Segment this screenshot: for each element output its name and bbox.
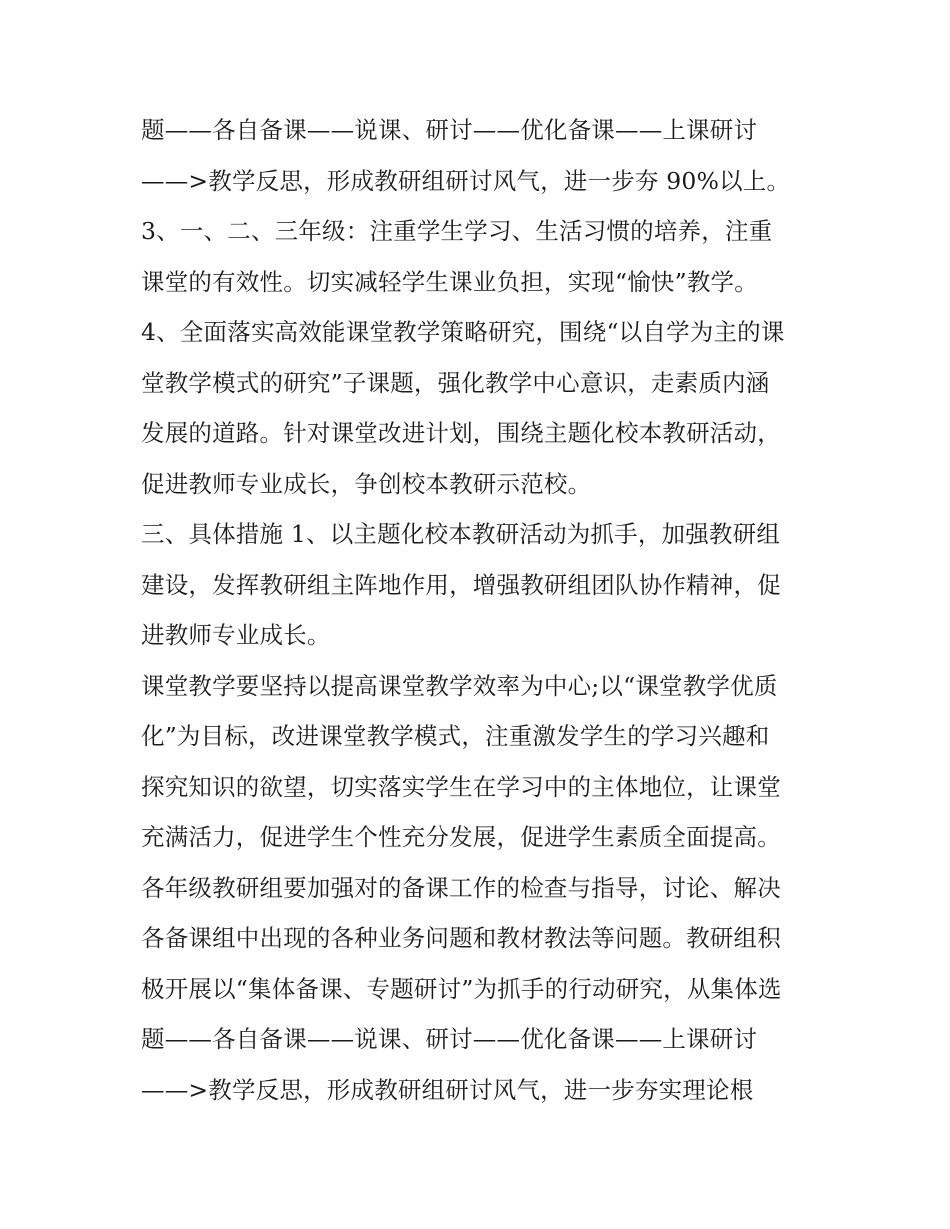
- text-line: ——>教学反思，形成教研组研讨风气，进一步夯 90%以上。: [141, 166, 791, 195]
- text-line: 充满活力，促进学生个性充分发展，促进学生素质全面提高。: [141, 823, 781, 851]
- text-line: 化”为目标，改进课堂教学模式，注重激发学生的学习兴趣和: [141, 722, 770, 750]
- text-line: 3、一、二、三年级：注重学生学习、生活习惯的培养，注重: [141, 217, 773, 245]
- text-line: 发展的道路。针对课堂改进计划，围绕主题化校本教研活动，: [141, 419, 781, 447]
- text-line: 4、全面落实高效能课堂教学策略研究，围绕“以自学为主的课: [141, 318, 785, 346]
- text-line: 建设，发挥教研组主阵地作用，增强教研组团队协作精神，促: [141, 570, 781, 599]
- text-line: 课堂的有效性。切实减轻学生课业负担，实现“愉快”教学。: [141, 267, 758, 296]
- text-line: 课堂教学要坚持以提高课堂教学效率为中心;以“课堂教学优质: [141, 671, 778, 700]
- text-line: 进教师专业成长。: [141, 621, 331, 649]
- text-line: 各备课组中出现的各种业务问题和教材教法等问题。教研组积: [141, 924, 781, 952]
- text-line: 探究知识的欲望，切实落实学生在学习中的主体地位，让课堂: [141, 772, 781, 801]
- text-line: 三、具体措施 1、以主题化校本教研活动为抓手，加强教研组: [141, 520, 781, 548]
- text-line: ——>教学反思，形成教研组研讨风气，进一步夯实理论根: [141, 1075, 754, 1104]
- text-line: 极开展以“集体备课、专题研讨”为抓手的行动研究，从集体选: [141, 974, 782, 1003]
- text-line: 题——各自备课——说课、研讨——优化备课——上课研讨: [141, 1025, 758, 1053]
- text-line: 堂教学模式的研究”子课题，强化教学中心意识，走素质内涵: [141, 368, 770, 397]
- body-text: [141, 111, 841, 1121]
- text-line: 各年级教研组要加强对的备课工作的检查与指导，讨论、解决: [141, 873, 781, 902]
- text-line: 促进教师专业成长，争创校本教研示范校。: [141, 469, 592, 498]
- text-line: 题——各自备课——说课、研讨——优化备课——上课研讨: [141, 116, 758, 144]
